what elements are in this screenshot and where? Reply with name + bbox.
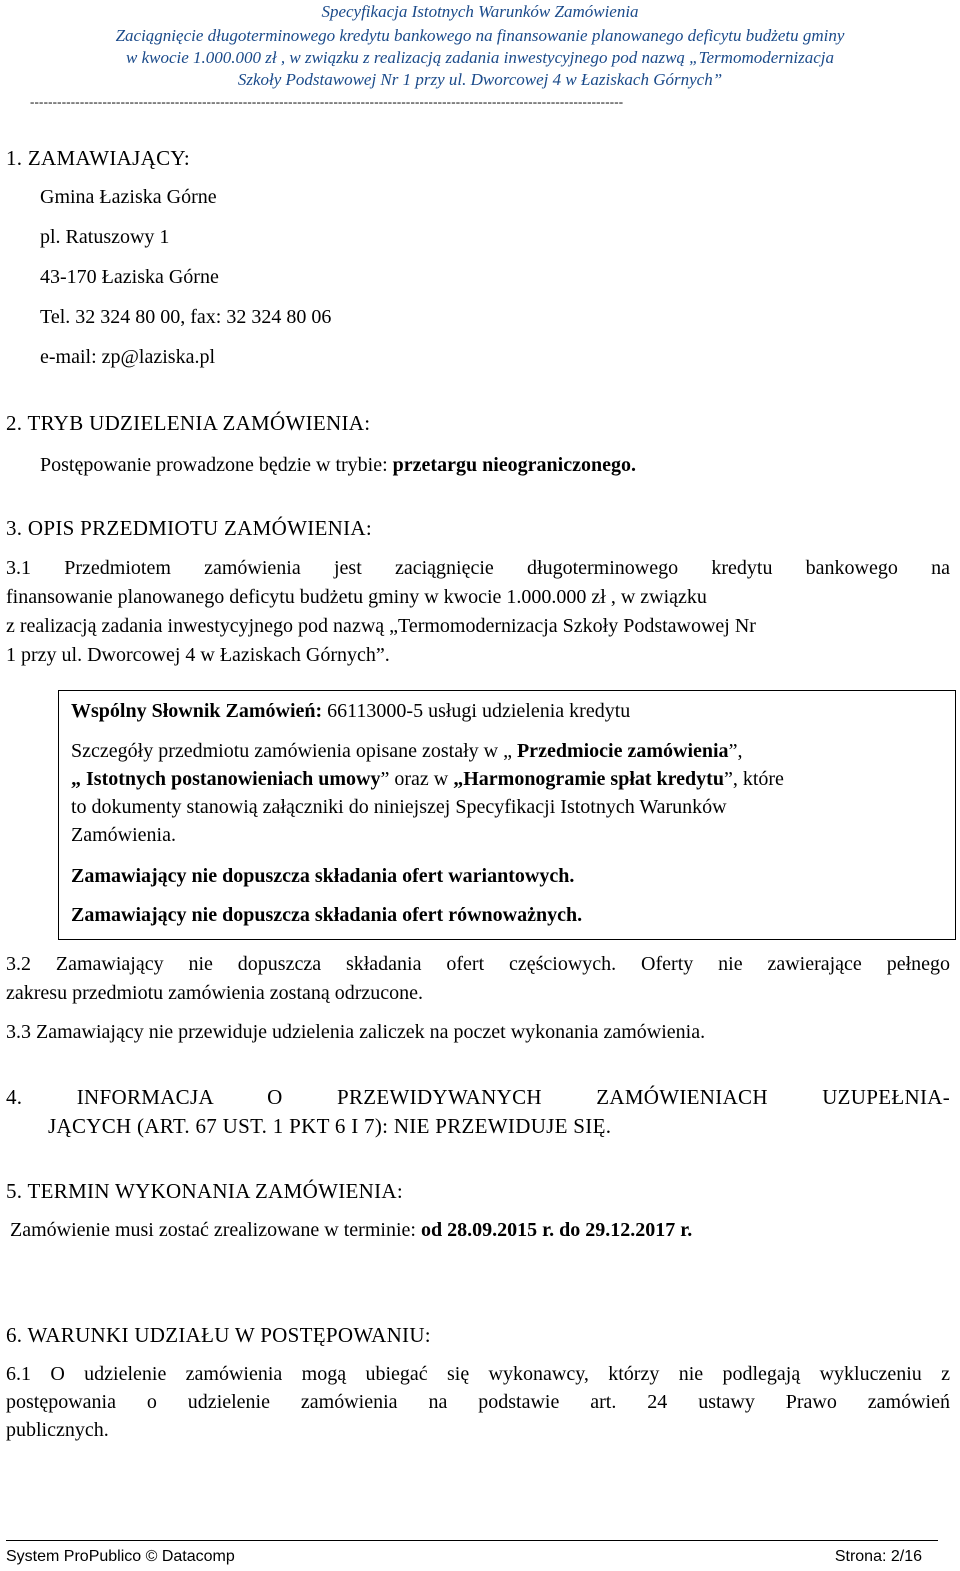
details-schedule-ref: „Harmonogramie spłat kredytu <box>453 768 724 790</box>
section-4-heading-line-1: 4. INFORMACJA O PRZEWIDYWANYCH ZAMÓWIENIACH UZUPEŁNIA- <box>6 1085 950 1109</box>
cpv-code <box>71 700 630 723</box>
header-subject-line-3: Szkoły Podstawowej Nr 1 przy ul. Dworcowej 4 w Łaziskach Górnych” <box>237 70 723 89</box>
footer-system-credit: System ProPublico © Datacomp <box>6 1548 235 1565</box>
details-text: ”, które <box>723 768 784 790</box>
orderer-name: Gmina Łaziska Górne <box>40 186 217 208</box>
details-line-1 <box>71 740 742 763</box>
completion-term <box>10 1219 692 1242</box>
footer-divider <box>6 1540 938 1541</box>
paragraph-3-1-line-4: 1 przy ul. Dworcowej 4 w Łaziskach Górnych”. <box>6 644 390 666</box>
details-text: ”, <box>728 740 743 762</box>
orderer-phone-fax: Tel. 32 324 80 00, fax: 32 324 80 06 <box>40 306 332 328</box>
orderer-email: e-mail: zp@laziska.pl <box>40 346 216 368</box>
orderer-postal-city: 43-170 Łaziska Górne <box>40 266 219 288</box>
header-subject-line-2: w kwocie 1.000.000 zł , w związku z realizacją zadania inwestycyjnego pod nazwą „Termomodernizacja <box>125 48 834 67</box>
procedure-mode <box>40 454 636 477</box>
details-line-2 <box>71 768 784 791</box>
header-title: Specyfikacja Istotnych Warunków Zamówienia <box>321 2 639 21</box>
paragraph-6-1-line-2: postępowania o udzielenie zamówienia na podstawie art. 24 ustawy Prawo zamówień <box>6 1391 950 1413</box>
cpv-label: Wspólny Słownik Zamówień: <box>71 700 323 722</box>
procedure-mode-label: Postępowanie prowadzone będzie w trybie: <box>40 454 393 476</box>
orderer-street: pl. Ratuszowy 1 <box>40 226 170 248</box>
details-text: Szczegóły przedmiotu zamówienia opisane zostały w „ <box>71 740 517 762</box>
details-line-3: to dokumenty stanowią załączniki do niniejszej Specyfikacji Istotnych Warunków <box>71 796 727 818</box>
completion-term-dates: od 28.09.2015 r. do 29.12.2017 r. <box>420 1219 693 1241</box>
section-6-heading: 6. WARUNKI UDZIAŁU W POSTĘPOWANIU: <box>6 1323 431 1347</box>
procedure-mode-value: przetargu nieograniczonego. <box>392 454 636 476</box>
details-contract-ref: „ Istotnych postanowieniach umowy <box>71 768 381 790</box>
no-variant-offers-notice: Zamawiający nie dopuszcza składania ofert wariantowych. <box>71 865 575 887</box>
details-line-4: Zamówienia. <box>71 824 176 846</box>
cpv-value: 66113000-5 usługi udzielenia kredytu <box>322 700 631 722</box>
details-text: ” oraz w <box>380 768 454 790</box>
paragraph-3-2-line-1: 3.2 Zamawiający nie dopuszcza składania ofert częściowych. Oferty nie zawierające pełnego <box>6 953 950 975</box>
completion-term-label: Zamówienie musi zostać zrealizowane w terminie: <box>10 1219 421 1241</box>
paragraph-3-1-line-1: 3.1 Przedmiotem zamówienia jest zaciągnięcie długoterminowego kredytu bankowego na <box>6 557 950 579</box>
footer-page-number: Strona: 2/16 <box>834 1548 922 1565</box>
no-equivalent-offers-notice: Zamawiający nie dopuszcza składania ofert równoważnych. <box>71 904 583 926</box>
section-3-heading: 3. OPIS PRZEDMIOTU ZAMÓWIENIA: <box>6 516 372 540</box>
section-2-heading: 2. TRYB UDZIELENIA ZAMÓWIENIA: <box>6 411 371 435</box>
section-1-heading: 1. ZAMAWIAJĄCY: <box>6 146 191 170</box>
paragraph-3-1-line-3: z realizacją zadania inwestycyjnego pod nazwą „Termomodernizacja Szkoły Podstawowej Nr <box>6 615 756 637</box>
paragraph-3-2-line-2: zakresu przedmiotu zamówienia zostaną odrzucone. <box>6 982 424 1004</box>
subject-details-box <box>58 690 956 940</box>
section-4-heading-line-2: JĄCYCH (ART. 67 UST. 1 PKT 6 I 7): NIE PRZEWIDUJE SIĘ. <box>48 1114 612 1138</box>
header-separator: ----------------------------------------------------------------------------------------------------------------------------------- <box>30 94 624 109</box>
paragraph-6-1-line-3: publicznych. <box>6 1419 109 1441</box>
paragraph-6-1-line-1: 6.1 O udzielenie zamówienia mogą ubiegać się wykonawcy, którzy nie podlegają wykluczeniu z <box>6 1363 950 1385</box>
details-subject-ref: Przedmiocie zamówienia <box>516 740 729 762</box>
paragraph-3-3: 3.3 Zamawiający nie przewiduje udzielenia zaliczek na poczet wykonania zamówienia. <box>6 1021 706 1043</box>
paragraph-3-1-line-2: finansowanie planowanego deficytu budżetu gminy w kwocie 1.000.000 zł , w związku <box>6 586 707 608</box>
section-5-heading: 5. TERMIN WYKONANIA ZAMÓWIENIA: <box>6 1179 403 1203</box>
header-subject-line-1: Zaciągnięcie długoterminowego kredytu bankowego na finansowanie planowanego deficytu budżetu gminy <box>115 26 845 45</box>
